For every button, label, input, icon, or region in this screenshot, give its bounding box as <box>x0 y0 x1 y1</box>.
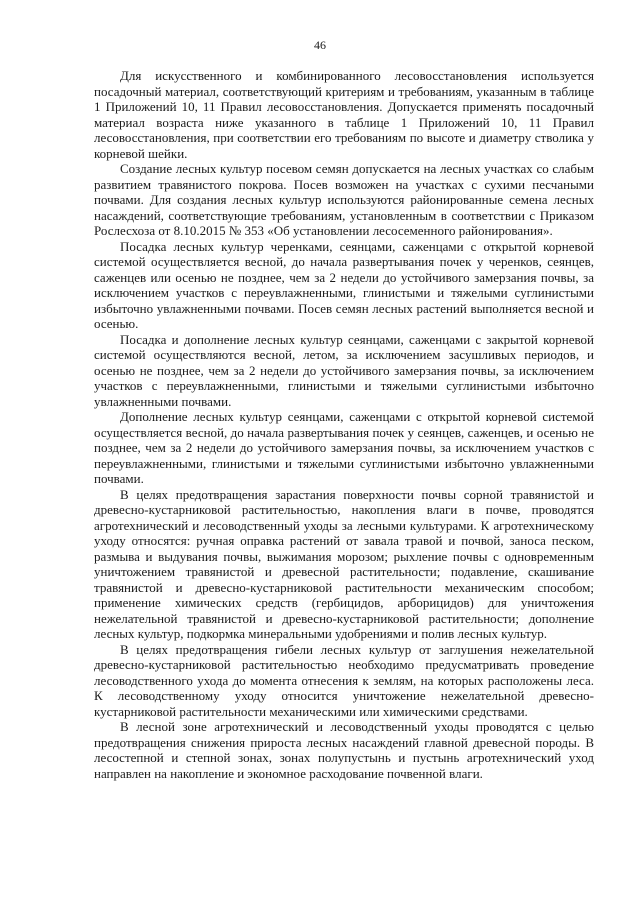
page-number: 46 <box>314 38 326 52</box>
paragraph-sowing: Создание лесных культур посевом семян допускается на лесных участках со слабым развитием травянистого покрова. Посев возможен на участках с сухими песчаными почвами. Для создания лесных культур используются районированные семена лесных насаждений, соответствующие требованиям, установленным в соответствии с Приказом Рослесхоза от 8.10.2015 № 353 «Об установлении лесосеменного районирования». <box>94 161 594 238</box>
paragraph-forest-zones: В лесной зоне агротехнический и лесоводственный уходы проводятся с целью предотвращения снижения прироста лесных насаждений главной древесной породы. В лесостепной и степной зонах, зонах полупустынь и пустынь агротехнический уход направлен на накопление и экономное расходование почвенной влаги. <box>94 719 594 781</box>
paragraph-open-root-planting: Посадка лесных культур черенками, сеянцами, саженцами с открытой корневой системой осуществляется весной, до начала развертывания почек у черенков, сеянцев, саженцев или осенью не позднее, чем за 2 недели до устойчивого замерзания почвы, за исключением участков с переувлажненными, глинистыми и тяжелыми суглинистыми избыточно увлажненными почвами. Посев семян лесных растений выполняется весной и осенью. <box>94 238 594 331</box>
paragraph-closed-root-planting: Посадка и дополнение лесных культур сеянцами, саженцами с закрытой корневой системой осуществляются весной, летом, за исключением засушливых периодов, и осенью не позднее, чем за 2 недели до устойчивого замерзания почвы, за исключением участков с переувлажненными, глинистыми и тяжелыми суглинистыми избыточно увлажненными почвами. <box>94 331 594 409</box>
paragraph-agrotechnical-care: В целях предотвращения зарастания поверхности почвы сорной травянистой и древесно-кустарниковой растительностью, накопления влаги в почве, проводятся агротехнический и лесоводственный уходы за лесными культурами. К агротехническому уходу относятся: ручная оправка растений от завала травой и почвой, заноса песком, размыва и выдувания почвы, выжимания морозом; рыхление почвы с одновременным уничтожением травянистой и древесной растительности; подавление, скашивание травянистой и древесно-кустарниковой растительности механическим способом; применение химических средств (гербицидов, арборицидов) для уничтожения нежелательной травянистой и древесно-кустарниковой растительности; дополнение лесных культур, подкормка минеральными удобрениями и полив лесных культур. <box>94 486 594 641</box>
body-text <box>94 68 594 781</box>
paragraph-open-root-supplement: Дополнение лесных культур сеянцами, саженцами с открытой корневой системой осуществляется весной, до начала развертывания почек у сеянцев, саженцев, и осенью не позднее, чем за 2 недели до устойчивого замерзания почвы, за исключением участков с переувлажненными, глинистыми и тяжелыми суглинистыми избыточно увлажненными почвами. <box>94 409 594 486</box>
paragraph-planting-material: Для искусственного и комбинированного лесовосстановления используется посадочный материал, соответствующий критериям и требованиям, указанным в таблице 1 Приложений 10, 11 Правил лесовосстановления. Допускается применять посадочный материал возраста ниже указанного в таблице 1 Приложений 10, 11 Правил лесовосстановления, при соответствии его требованиям по высоте и диаметру стволика у корневой шейки. <box>94 68 594 161</box>
paragraph-silvicultural-care: В целях предотвращения гибели лесных культур от заглушения нежелательной древесно-кустарниковой растительностью необходимо предусматривать проведение лесоводственного ухода до момента отнесения к землям, на которых расположены леса. К лесоводственному уходу относится уничтожение нежелательной древесно-кустарниковой растительности механическими или химическими средствами. <box>94 641 594 719</box>
